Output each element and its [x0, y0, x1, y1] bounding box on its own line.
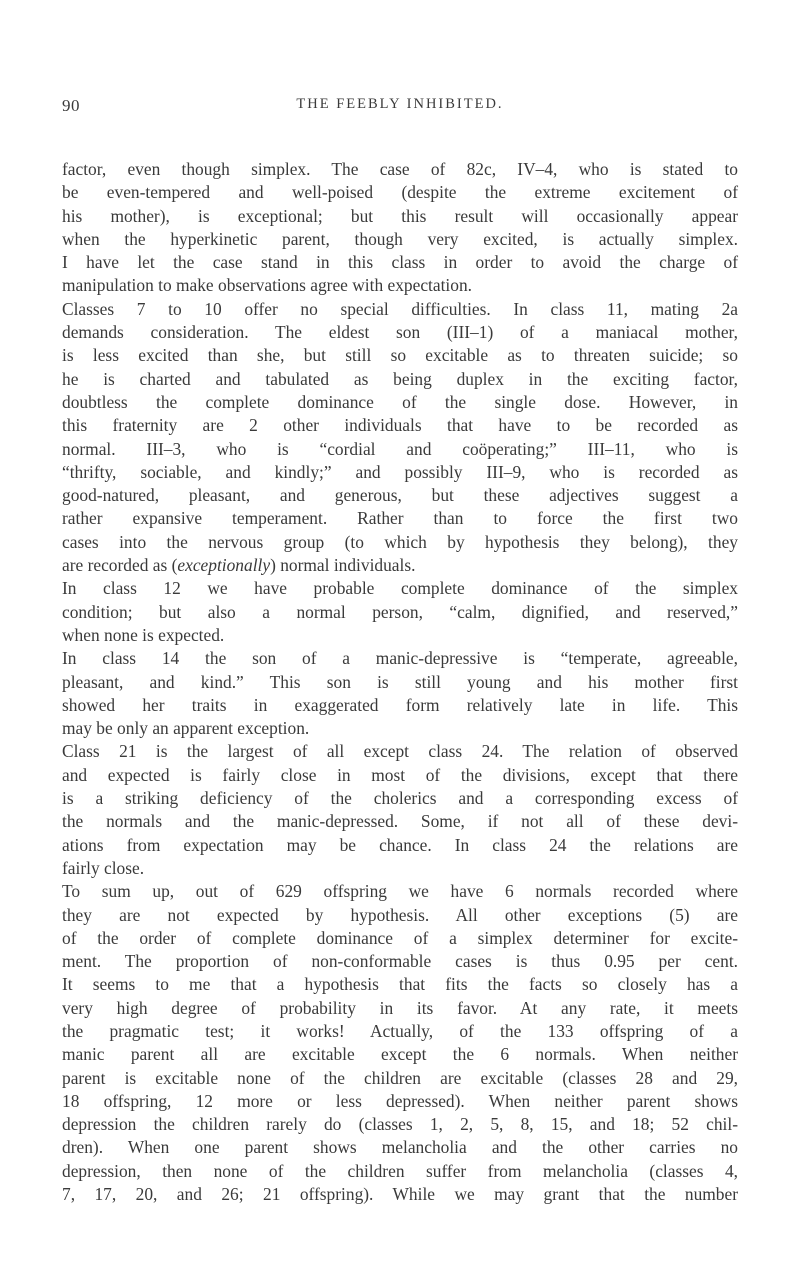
text-line: is less excited than she, but still so excitable as to threaten suicide; so [62, 345, 738, 366]
text-line: when the hyperkinetic parent, though very excited, is actually simplex. [62, 228, 738, 249]
page-header [0, 96, 800, 126]
text-line: “thrifty, sociable, and kindly;” and possibly III–9, who is recorded as [62, 461, 738, 482]
text-line: 18 offspring, 12 more or less depressed). When neither parent shows [62, 1090, 738, 1111]
text-line: doubtless the complete dominance of the single dose. However, in [62, 391, 738, 412]
text-line: and expected is fairly close in most of the divisions, except that there [62, 764, 738, 785]
text-line: manic parent all are excitable except the 6 normals. When neither [62, 1044, 738, 1065]
running-head: THE FEEBLY INHIBITED. [296, 96, 504, 112]
text-line: To sum up, out of 629 offspring we have 6 normals recorded where [62, 881, 738, 902]
text-line: this fraternity are 2 other individuals that have to be recorded as [62, 415, 738, 436]
text-line: may be only an apparent exception. [62, 718, 310, 739]
text-line: 7, 17, 20, and 26; 21 offspring). While we may grant that the number [62, 1184, 738, 1205]
text-line: very high degree of probability in its favor. At any rate, it meets [62, 997, 738, 1018]
text-line: depression the children rarely do (classes 1, 2, 5, 8, 15, and 18; 52 chil- [62, 1114, 738, 1135]
text-line: parent is excitable none of the children are excitable (classes 28 and 29, [62, 1067, 738, 1088]
text-line: depression, then none of the children suffer from melancholia (classes 4, [62, 1160, 738, 1181]
text-line: his mother), is exceptional; but this result will occasionally appear [62, 205, 738, 226]
text-line: are recorded as (exceptionally) normal individuals. [62, 555, 416, 576]
text-line: he is charted and tabulated as being duplex in the exciting factor, [62, 368, 738, 389]
text-line: the pragmatic test; it works! Actually, of the 133 offspring of a [62, 1020, 738, 1041]
text-line: the normals and the manic-depressed. Some, if not all of these devi- [62, 811, 738, 832]
text-line: condition; but also a normal person, “calm, dignified, and reserved,” [62, 601, 738, 622]
text-line: dren). When one parent shows melancholia and the other carries no [62, 1137, 738, 1158]
text-line: I have let the case stand in this class in order to avoid the charge of [62, 252, 738, 273]
text-line: showed her traits in exaggerated form relatively late in life. This [62, 694, 738, 715]
text-line: demands consideration. The eldest son (III–1) of a maniacal mother, [62, 322, 738, 343]
page-number: 90 [62, 96, 80, 115]
text-line: be even-tempered and well-poised (despite the extreme excitement of [62, 182, 738, 203]
text-line: Classes 7 to 10 offer no special difficulties. In class 11, mating 2a [62, 298, 738, 319]
text-line: is a striking deficiency of the cholerics and a corresponding excess of [62, 788, 738, 809]
text-line: In class 14 the son of a manic-depressive is “temperate, agreeable, [62, 648, 738, 669]
text-line: Class 21 is the largest of all except class 24. The relation of observed [62, 741, 738, 762]
text-line: when none is expected. [62, 624, 225, 645]
text-line: they are not expected by hypothesis. All other exceptions (5) are [62, 904, 738, 925]
text-line: It seems to me that a hypothesis that fits the facts so closely has a [62, 974, 738, 995]
text-line: In class 12 we have probable complete dominance of the simplex [62, 578, 738, 599]
text-line: pleasant, and kind.” This son is still young and his mother first [62, 671, 738, 692]
text-line: normal. III–3, who is “cordial and coöperating;” III–11, who is [62, 438, 738, 459]
text-line: ment. The proportion of non-conformable cases is thus 0.95 per cent. [62, 951, 738, 972]
text-line: fairly close. [62, 857, 145, 878]
text-line: of the order of complete dominance of a simplex determiner for excite- [62, 927, 738, 948]
text-line: cases into the nervous group (to which by hypothesis they belong), they [62, 531, 738, 552]
body-text [62, 158, 738, 1206]
text-line: factor, even though simplex. The case of 82c, IV–4, who is stated to [62, 159, 738, 179]
text-line: manipulation to make observations agree with expectation. [62, 275, 473, 296]
text-line: rather expansive temperament. Rather than to force the first two [62, 508, 738, 529]
text-line: ations from expectation may be chance. In class 24 the relations are [62, 834, 738, 855]
text-line: good-natured, pleasant, and generous, but these adjectives suggest a [62, 485, 738, 506]
